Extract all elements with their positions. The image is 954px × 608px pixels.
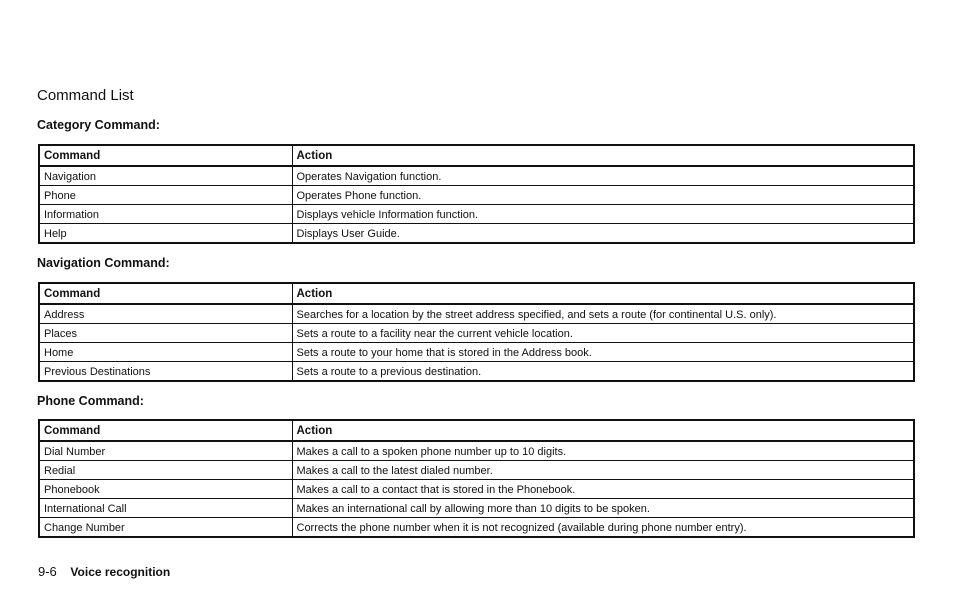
- table-row: [39, 343, 914, 362]
- navigation-command-table: [38, 282, 915, 382]
- table-row: [39, 324, 914, 343]
- table-row: [39, 205, 914, 224]
- page-footer: [38, 564, 170, 579]
- command-cell: Address: [39, 304, 292, 324]
- section-heading-category: Category Command:: [37, 118, 160, 132]
- action-cell: Sets a route to a previous destination.: [292, 362, 914, 382]
- action-cell: Makes a call to a spoken phone number up to 10 digits.: [292, 441, 914, 461]
- action-cell: Displays vehicle Information function.: [292, 205, 914, 224]
- table-row: [39, 224, 914, 244]
- column-header-action: Action: [292, 145, 914, 166]
- command-cell: Phone: [39, 186, 292, 205]
- command-cell: Change Number: [39, 518, 292, 538]
- page-title: Command List: [37, 87, 134, 104]
- action-cell: Operates Navigation function.: [292, 166, 914, 186]
- command-cell: Home: [39, 343, 292, 362]
- action-cell: Operates Phone function.: [292, 186, 914, 205]
- section-heading-phone: Phone Command:: [37, 394, 144, 408]
- section-heading-navigation: Navigation Command:: [37, 256, 170, 270]
- column-header-command: Command: [39, 420, 292, 441]
- table-header-row: [39, 283, 914, 304]
- table-row: [39, 480, 914, 499]
- table-header-row: [39, 145, 914, 166]
- command-cell: Places: [39, 324, 292, 343]
- column-header-action: Action: [292, 283, 914, 304]
- action-cell: Sets a route to your home that is stored in the Address book.: [292, 343, 914, 362]
- action-cell: Corrects the phone number when it is not recognized (available during phone number entry).: [292, 518, 914, 538]
- action-cell: Makes a call to a contact that is stored in the Phonebook.: [292, 480, 914, 499]
- table-row: [39, 518, 914, 538]
- table-header-row: [39, 420, 914, 441]
- command-cell: Redial: [39, 461, 292, 480]
- command-cell: Information: [39, 205, 292, 224]
- table-row: [39, 441, 914, 461]
- table-row: [39, 499, 914, 518]
- table-row: [39, 166, 914, 186]
- action-cell: Displays User Guide.: [292, 224, 914, 244]
- page-number: 9-6: [38, 564, 57, 579]
- command-cell: Dial Number: [39, 441, 292, 461]
- table-row: [39, 304, 914, 324]
- command-cell: Navigation: [39, 166, 292, 186]
- column-header-command: Command: [39, 145, 292, 166]
- table-row: [39, 362, 914, 382]
- action-cell: Searches for a location by the street address specified, and sets a route (for continental U.S. only).: [292, 304, 914, 324]
- footer-section-name: Voice recognition: [70, 565, 171, 579]
- command-cell: Help: [39, 224, 292, 244]
- column-header-action: Action: [292, 420, 914, 441]
- command-cell: International Call: [39, 499, 292, 518]
- column-header-command: Command: [39, 283, 292, 304]
- command-cell: Previous Destinations: [39, 362, 292, 382]
- command-cell: Phonebook: [39, 480, 292, 499]
- action-cell: Sets a route to a facility near the current vehicle location.: [292, 324, 914, 343]
- action-cell: Makes an international call by allowing more than 10 digits to be spoken.: [292, 499, 914, 518]
- action-cell: Makes a call to the latest dialed number.: [292, 461, 914, 480]
- table-row: [39, 461, 914, 480]
- category-command-table: [38, 144, 915, 244]
- phone-command-table: [38, 419, 915, 538]
- table-row: [39, 186, 914, 205]
